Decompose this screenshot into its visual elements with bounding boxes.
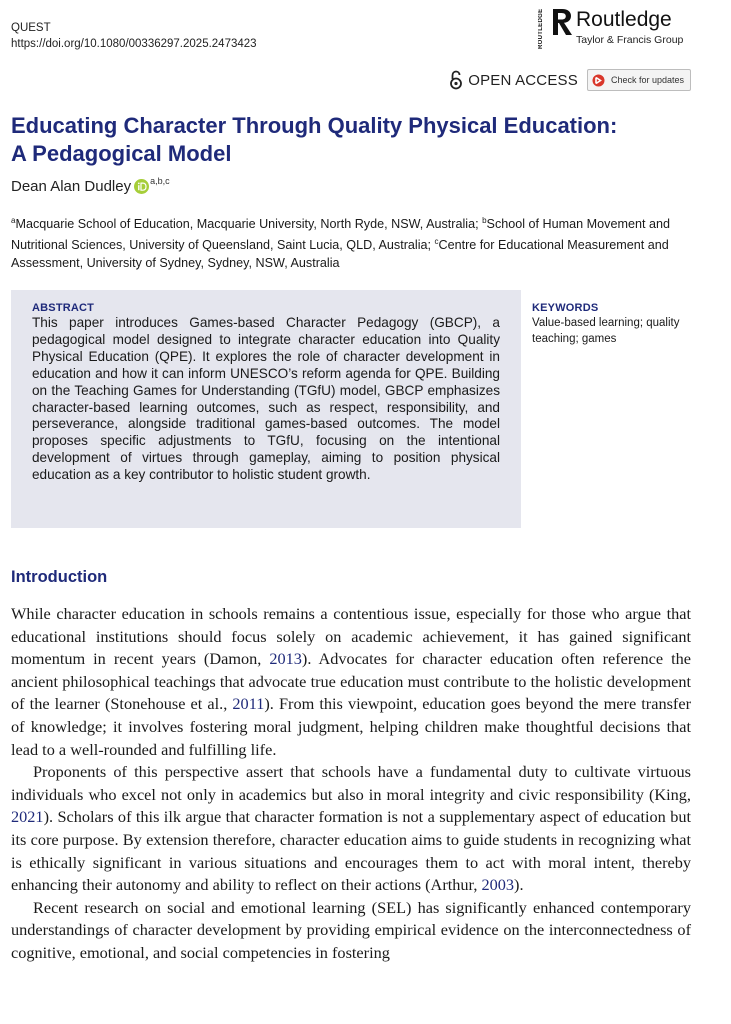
open-access-label: OPEN ACCESS [468, 71, 578, 89]
paragraph-1-text-2: ). Advocates for character education often reference the ancient philosophical teachings that advocate true education must contribute to the holistic development of the learner (Stonehouse et al., [11, 649, 691, 714]
article-title [11, 112, 701, 168]
journal-name: QUEST [11, 22, 51, 34]
paragraph-2-text-1: Proponents of this perspective assert that schools have a fundamental duty to cultivate virtuous individuals who excel not only in academics but also in moral integrity and civic responsibility (King, [11, 762, 691, 804]
author-name[interactable]: Dean Alan Dudley [11, 178, 132, 195]
publisher-subtitle: Taylor & Francis Group [576, 34, 684, 46]
citation-link[interactable]: 2003 [481, 875, 515, 895]
author-affiliation-markers[interactable]: a,b,c [150, 175, 170, 186]
access-row [449, 68, 691, 92]
paragraph-3 [11, 897, 691, 965]
introduction-body [11, 603, 691, 965]
abstract-text: This paper introduces Games-based Character Pedagogy (GBCP), a pedagogical model designed to integrate character education into Quality Physical Education (QPE). It explores the role of character development in education and how it can inform UNESCO’s reform agenda for QPE. Building on the Teaching Games for Understanding (TGfU) model, GBCP emphasizes character-based learning outcomes, such as respect, responsibility, and perseverance, alongside traditional games-based outcomes. The model proposes specific adjustments to TGfU, focusing on the intentional development of virtues through gameplay, aiming to position physical education as a key contributor to holistic student growth. [32, 315, 500, 483]
affiliation-marker-a: a [11, 216, 16, 225]
paragraph-1 [11, 603, 691, 761]
abstract-box [11, 290, 521, 528]
affiliation-c: Centre for Educational Measurement and Assessment, University of Sydney, Sydney, NSW, Australia [11, 238, 669, 271]
publisher-name: Routledge [576, 8, 672, 31]
paragraph-2-text-2: ). Scholars of this ilk argue that character formation is not a supplementary aspect of education but its core purpose. By extension therefore, character education aims to guide students in recognizing what is ethically significant in various situations and encourages them to act with moral intent, thereby enhancing their autonomy and ability to reflect on their actions (Arthur, [11, 807, 691, 895]
publisher-logo[interactable] [538, 5, 698, 49]
title-line-2: A Pedagogical Model [11, 141, 232, 166]
author-line [11, 175, 170, 195]
abstract-heading: ABSTRACT [32, 302, 95, 314]
journal-header [11, 20, 257, 52]
paragraph-1-text-1: While character education in schools remains a contentious issue, especially for those who argue that educational institutions should focus solely on academic achievement, it has gained significant momentum in recent years (Damon, [11, 604, 691, 669]
routledge-r-icon [550, 7, 574, 37]
citation-link[interactable]: 2011 [232, 694, 265, 714]
affiliation-a: Macquarie School of Education, Macquarie University, North Ryde, NSW, Australia; [15, 217, 483, 232]
paragraph-3-text-1: Recent research on social and emotional learning (SEL) has significantly enhanced contemporary understandings of character development by providing empirical evidence on the interconnectedness of cognitive, emotional, and social competencies in fostering [11, 897, 691, 962]
citation-link[interactable]: 2021 [11, 807, 44, 827]
check-updates-icon [592, 74, 605, 87]
keywords-heading: KEYWORDS [532, 302, 599, 314]
paragraph-1-text-3: ). From this viewpoint, education goes beyond the mere transfer of knowledge; it involves fostering moral judgment, helping children make thoughtful decisions that lead to a well-rounded and fulfilling life. [11, 694, 692, 759]
orcid-icon[interactable] [134, 179, 149, 194]
doi-link[interactable]: https://doi.org/10.1080/00336297.2025.2473423 [11, 38, 257, 50]
open-lock-icon [449, 70, 463, 90]
citation-link[interactable]: 2013 [269, 649, 302, 669]
paragraph-2-text-3: ). [514, 875, 524, 895]
affiliation-marker-c: c [434, 237, 439, 247]
check-for-updates-label: Check for updates [610, 75, 684, 85]
title-line-1: Educating Character Through Quality Physical Education: [11, 113, 618, 138]
keywords-section [532, 301, 722, 347]
paragraph-2 [11, 761, 691, 897]
affiliation-b: School of Human Movement and Nutritional Sciences, University of Queensland, Saint Lucia, QLD, Australia; [11, 217, 670, 253]
introduction-heading: Introduction [11, 568, 108, 586]
check-for-updates-button[interactable] [587, 69, 691, 91]
keywords-text: Value-based learning; quality teaching; games [532, 317, 680, 345]
affiliations [11, 212, 711, 272]
affiliation-marker-b: b [482, 216, 487, 225]
routledge-vertical-text: ROUTLEDGE [538, 8, 544, 49]
